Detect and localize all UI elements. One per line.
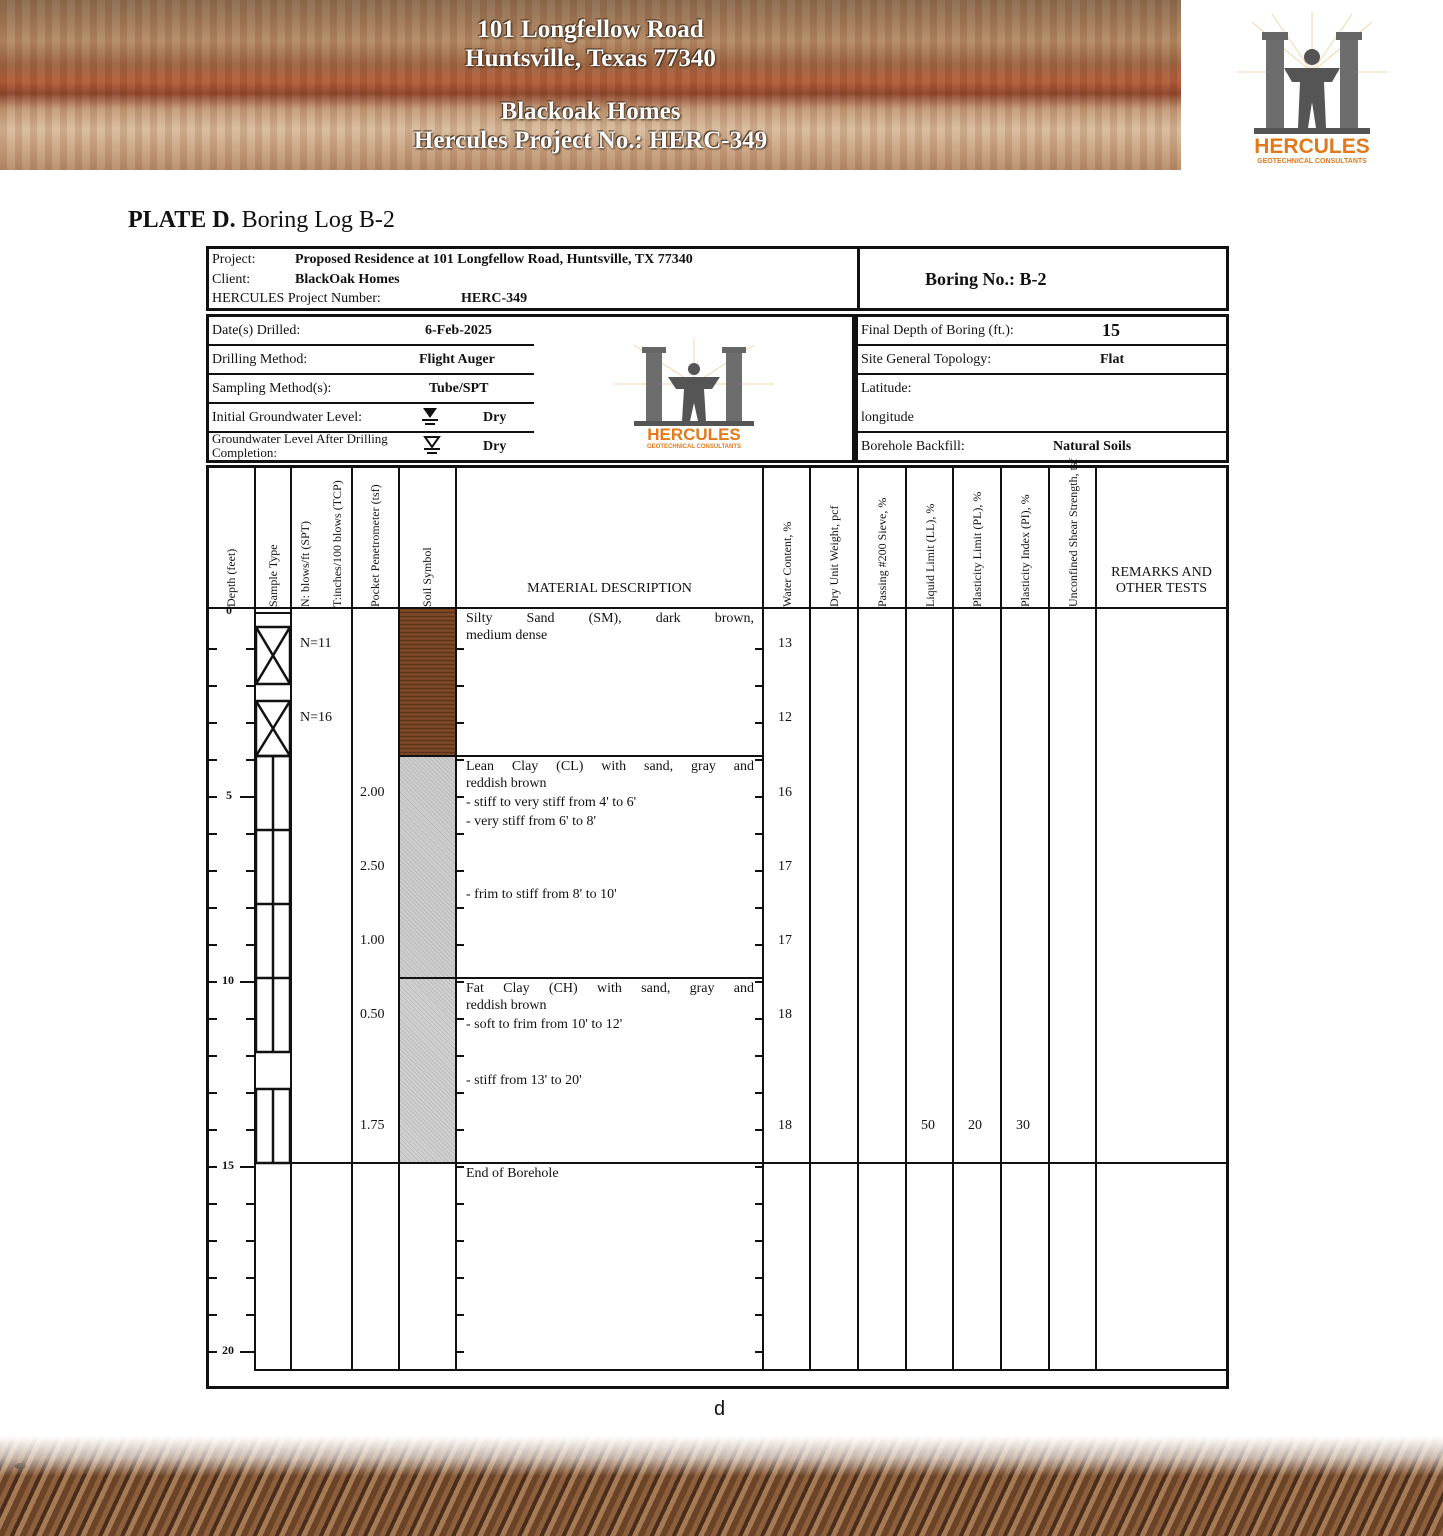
longitude-label: longitude [861, 410, 914, 425]
depth-tick [246, 944, 254, 946]
depth-tick [246, 1018, 254, 1020]
drilling-info-box [206, 314, 540, 463]
col-remarks-line1: REMARKS AND [1111, 565, 1212, 580]
plasticity-index-value: 30 [1016, 1118, 1030, 1133]
water-value-3: 16 [778, 785, 792, 800]
center-logo-tagline: GEOTECHNICAL CONSULTANTS [647, 444, 741, 450]
description-tick [755, 907, 762, 909]
stratum-3-line-3: - soft to frim from 10' to 12' [466, 1017, 623, 1032]
sampling-value: Tube/SPT [429, 381, 489, 396]
topology-label: Site General Topology: [861, 352, 992, 367]
col-remarks-line2: OTHER TESTS [1115, 581, 1208, 596]
hercules-logo-center [614, 339, 774, 451]
plate-prefix: PLATE D. [128, 207, 236, 233]
depth-tick [209, 685, 217, 687]
description-tick [457, 870, 464, 872]
n-value-2: N=16 [300, 710, 333, 725]
description-tick [755, 648, 762, 650]
description-tick [755, 1018, 762, 1020]
col-water-content: Water Content, % [780, 521, 794, 607]
description-tick [755, 1129, 762, 1131]
description-tick [457, 722, 464, 724]
stratum-lean-clay [466, 758, 754, 830]
description-tick [457, 685, 464, 687]
description-tick [755, 722, 762, 724]
method-label: Drilling Method: [212, 352, 308, 367]
method-value: Flight Auger [419, 352, 495, 367]
pocket-value-1: 2.00 [360, 785, 385, 800]
sample-type-symbols [254, 609, 292, 1165]
client-value: BlackOak Homes [295, 272, 400, 287]
description-tick [755, 1166, 762, 1168]
description-tick [457, 1055, 464, 1057]
description-tick [755, 759, 762, 761]
depth-tick [209, 1092, 217, 1094]
project-number-value: HERC-349 [461, 291, 528, 306]
description-tick [457, 1240, 464, 1242]
depth-tick [209, 722, 217, 724]
depth-tick [246, 685, 254, 687]
depth-tick [246, 1055, 254, 1057]
col-remarks [1097, 565, 1226, 597]
stratum-1-line-2: medium dense [466, 628, 548, 643]
stratum-1-line-1: Silty Sand (SM), dark brown, [466, 611, 754, 626]
sampling-label: Sampling Method(s): [212, 381, 332, 396]
site-info-box [855, 314, 1229, 463]
depth-tick [209, 648, 217, 650]
depth-label: 5 [226, 788, 232, 802]
col-passing-200: Passing #200 Sieve, % [875, 497, 889, 607]
description-tick [457, 833, 464, 835]
gw-after-label: Groundwater Level After Drilling Completion: [212, 431, 388, 460]
hercules-logo [1232, 12, 1392, 167]
pocket-value-5: 1.75 [360, 1118, 385, 1133]
banner-project-number: Hercules Project No.: HERC-349 [413, 127, 768, 154]
water-value-6: 18 [778, 1007, 792, 1022]
description-tick [755, 981, 762, 983]
depth-tick [209, 833, 217, 835]
stratum-2-line-1: Lean Clay (CL) with sand, gray and [466, 759, 754, 774]
depth-tick-major [209, 796, 217, 798]
latitude-label: Latitude: [861, 381, 912, 396]
description-tick [457, 648, 464, 650]
description-tick [755, 1203, 762, 1205]
header-banner [0, 0, 1181, 170]
soil-symbol-silty-sand [400, 609, 455, 756]
stratum-2-line-4: - very stiff from 6' to 8' [466, 814, 596, 829]
backfill-label: Borehole Backfill: [861, 439, 965, 454]
description-tick [755, 1314, 762, 1316]
description-tick [457, 1092, 464, 1094]
depth-tick-major [209, 1166, 217, 1168]
backfill-value: Natural Soils [1053, 439, 1132, 454]
n-value-1: N=11 [300, 636, 332, 651]
description-tick [457, 981, 464, 983]
col-dry-unit-weight: Dry Unit Weight, pcf [827, 505, 841, 607]
description-tick [457, 1314, 464, 1316]
description-tick [755, 1055, 762, 1057]
project-number-label: HERCULES Project Number: [212, 291, 381, 306]
depth-tick [209, 907, 217, 909]
description-tick [755, 870, 762, 872]
col-unconfined-strength: Unconfined Shear Strength, tsf [1066, 458, 1080, 607]
depth-tick [209, 1018, 217, 1020]
date-value: 6-Feb-2025 [425, 323, 492, 338]
boring-number: Boring No.: B-2 [925, 269, 1047, 289]
depth-tick [209, 1240, 217, 1242]
depth-tick [209, 1314, 217, 1316]
soil-symbol-lean-clay [400, 756, 455, 978]
water-value-4: 17 [778, 859, 792, 874]
stratum-silty-sand [466, 610, 754, 644]
description-tick [457, 1166, 464, 1168]
col-material-description: MATERIAL DESCRIPTION [527, 581, 692, 596]
col-n-spt: N: blows/ft (SPT) [298, 520, 312, 607]
stratum-2-line-3: - stiff to very stiff from 4' to 6' [466, 795, 637, 810]
depth-tick [246, 833, 254, 835]
depth-label: 20 [222, 1343, 234, 1357]
description-tick [457, 944, 464, 946]
description-tick [755, 685, 762, 687]
depth-tick [246, 870, 254, 872]
final-depth-value: 15 [1102, 320, 1120, 340]
depth-tick-major [240, 796, 254, 798]
pocket-value-4: 0.50 [360, 1007, 385, 1022]
soil-symbol-fat-clay [400, 978, 455, 1163]
description-tick [457, 907, 464, 909]
depth-tick [246, 1092, 254, 1094]
depth-tick [209, 870, 217, 872]
depth-tick-major [240, 1351, 254, 1353]
plate-name: Boring Log B-2 [241, 207, 395, 233]
gw-after-value: Dry [483, 439, 507, 454]
description-tick [457, 759, 464, 761]
description-tick [457, 1351, 464, 1353]
project-header-box [206, 246, 1229, 311]
depth-label: 15 [222, 1158, 234, 1172]
topology-value: Flat [1100, 352, 1125, 367]
logo-cell [534, 314, 855, 463]
center-logo-wordmark: HERCULES [647, 425, 741, 444]
depth-tick [209, 944, 217, 946]
stratum-fat-clay [466, 980, 754, 1033]
depth-tick-major [209, 981, 217, 983]
col-tcp: T:inches/100 blows (TCP) [330, 480, 344, 607]
page-mark: d [714, 1398, 726, 1420]
depth-tick [246, 1203, 254, 1205]
col-plastic-limit: Plasticity Limit (PL), % [970, 491, 984, 607]
banner-address-line1: 101 Longfellow Road [477, 16, 704, 43]
depth-tick [246, 1240, 254, 1242]
water-level-icon [421, 406, 439, 426]
svg-text:GEOTECHNICAL CONSULTANTS: GEOTECHNICAL CONSULTANTS [1257, 158, 1367, 165]
liquid-limit-value: 50 [921, 1118, 935, 1133]
description-tick [755, 833, 762, 835]
description-tick [755, 1092, 762, 1094]
col-pocket-penetrometer: Pocket Penetrometer (tsf) [368, 484, 382, 607]
logo-wordmark: HERCULES [1254, 135, 1370, 158]
plastic-limit-value: 20 [968, 1118, 982, 1133]
pocket-value-3: 1.00 [360, 933, 385, 948]
depth-tick [209, 1055, 217, 1057]
client-label: Client: [212, 272, 251, 287]
water-level-after-icon [423, 435, 441, 455]
description-tick [755, 796, 762, 798]
gw-initial-label: Initial Groundwater Level: [212, 410, 363, 425]
description-tick [457, 1018, 464, 1020]
water-value-7: 18 [778, 1118, 792, 1133]
col-liquid-limit: Liquid Limit (LL), % [923, 503, 937, 607]
description-tick [457, 1277, 464, 1279]
depth-tick [246, 722, 254, 724]
depth-tick [246, 648, 254, 650]
depth-tick [246, 1314, 254, 1316]
depth-label: 0 [226, 603, 232, 617]
stratum-3-line-2: reddish brown [466, 998, 547, 1013]
description-tick [755, 1277, 762, 1279]
end-of-borehole: End of Borehole [466, 1166, 559, 1181]
description-tick [755, 944, 762, 946]
depth-tick [209, 1203, 217, 1205]
description-tick [755, 1351, 762, 1353]
depth-tick-major [240, 1166, 254, 1168]
plate-title [128, 207, 395, 234]
col-plasticity-index: Plasticity Index (PI), % [1018, 494, 1032, 607]
col-depth: Depth (feet) [224, 548, 238, 607]
depth-tick [246, 1129, 254, 1131]
banner-address-line2: Huntsville, Texas 77340 [465, 45, 716, 72]
description-tick [457, 1129, 464, 1131]
water-value-1: 13 [778, 636, 792, 651]
depth-label: 10 [222, 973, 234, 987]
depth-tick [209, 1129, 217, 1131]
depth-tick-major [209, 1351, 217, 1353]
water-value-2: 12 [778, 710, 792, 725]
project-label: Project: [212, 252, 256, 267]
description-tick [755, 1240, 762, 1242]
depth-tick [209, 759, 217, 761]
water-value-5: 17 [778, 933, 792, 948]
date-label: Date(s) Drilled: [212, 323, 301, 338]
stratum-2-line-2: reddish brown [466, 776, 547, 791]
col-soil-symbol: Soil Symbol [420, 547, 434, 607]
stratum-lean-clay-note: - frim to stiff from 8' to 10' [466, 887, 617, 902]
col-sample-type: Sample Type [266, 544, 280, 607]
depth-tick [209, 1277, 217, 1279]
description-tick [457, 1203, 464, 1205]
depth-tick-major [240, 981, 254, 983]
pocket-value-2: 2.50 [360, 859, 385, 874]
description-tick [457, 796, 464, 798]
final-depth-label: Final Depth of Boring (ft.): [861, 323, 1014, 338]
banner-client: Blackoak Homes [500, 98, 681, 125]
stratum-fat-clay-note: - stiff from 13' to 20' [466, 1073, 582, 1088]
depth-tick [246, 907, 254, 909]
project-value: Proposed Residence at 101 Longfellow Road, Huntsville, TX 77340 [295, 252, 693, 267]
depth-tick [246, 759, 254, 761]
stratum-3-line-1: Fat Clay (CH) with sand, gray and [466, 981, 754, 996]
depth-tick [246, 1277, 254, 1279]
gw-initial-value: Dry [483, 410, 507, 425]
